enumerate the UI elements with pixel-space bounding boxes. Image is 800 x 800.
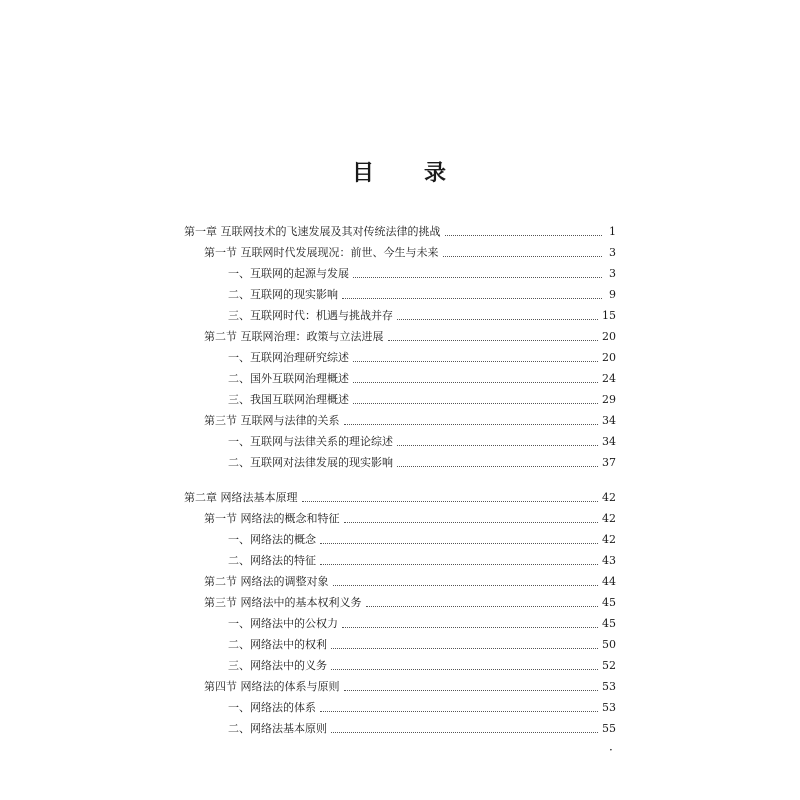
dot-leader xyxy=(331,731,598,733)
toc-page-number: 3 xyxy=(609,246,616,259)
dot-leader xyxy=(302,500,599,502)
toc-section[interactable] xyxy=(204,511,616,527)
toc-section[interactable] xyxy=(204,413,616,429)
toc-entry-text: 第三节 网络法中的基本权利义务 xyxy=(204,596,362,609)
toc-entry-text: 第三节 互联网与法律的关系 xyxy=(204,414,340,427)
dot-leader xyxy=(333,584,599,586)
dot-leader xyxy=(331,647,598,649)
toc-entry-text: 第二章 网络法基本原理 xyxy=(184,491,298,504)
dot-leader xyxy=(397,444,598,446)
toc-page-number: 45 xyxy=(602,617,616,630)
toc-page-number: 29 xyxy=(602,393,616,406)
toc-item[interactable] xyxy=(228,637,616,653)
dot-leader xyxy=(353,360,598,362)
toc-page-number: 42 xyxy=(602,533,616,546)
toc-section[interactable] xyxy=(204,245,616,261)
dot-leader xyxy=(342,626,598,628)
dot-leader xyxy=(443,255,603,257)
dot-leader xyxy=(353,402,598,404)
toc-entry-text: 一、互联网的起源与发展 xyxy=(228,267,349,280)
toc-entry-text: 二、国外互联网治理概述 xyxy=(228,372,349,385)
toc-page-number: 37 xyxy=(602,456,616,469)
dot-leader xyxy=(353,381,598,383)
toc-item[interactable] xyxy=(228,392,616,408)
toc-entry-text: 第四节 网络法的体系与原则 xyxy=(204,680,340,693)
dot-leader xyxy=(366,605,599,607)
toc-entry-text: 第二节 网络法的调整对象 xyxy=(204,575,329,588)
toc-entry-text: 一、互联网治理研究综述 xyxy=(228,351,349,364)
toc-item[interactable] xyxy=(228,721,616,737)
toc-page-number: 34 xyxy=(602,414,616,427)
dot-leader xyxy=(445,234,603,236)
toc-item[interactable] xyxy=(228,658,616,674)
toc-page-number: 1 xyxy=(609,225,616,238)
toc-entry-text: 二、网络法基本原则 xyxy=(228,722,327,735)
toc-entry-text: 三、网络法中的义务 xyxy=(228,659,327,672)
toc-entry-text: 一、网络法中的公权力 xyxy=(228,617,338,630)
toc-page-number: 20 xyxy=(602,330,616,343)
toc-page-number: 15 xyxy=(602,309,616,322)
toc-entry-text: 三、我国互联网治理概述 xyxy=(228,393,349,406)
toc-entry-text: 第一章 互联网技术的飞速发展及其对传统法律的挑战 xyxy=(184,225,441,238)
toc-page-number: 3 xyxy=(609,267,616,280)
toc-item[interactable] xyxy=(228,553,616,569)
toc-page-number: 24 xyxy=(602,372,616,385)
toc-chapter-1[interactable] xyxy=(184,224,616,240)
toc-item[interactable] xyxy=(228,266,616,282)
toc-page-number: 44 xyxy=(602,575,616,588)
dot-leader xyxy=(320,563,598,565)
toc-item[interactable] xyxy=(228,287,616,303)
toc-entry-text: 第一节 互联网时代发展现况：前世、今生与未来 xyxy=(204,246,439,259)
dot-leader xyxy=(353,276,602,278)
toc-section[interactable] xyxy=(204,679,616,695)
toc-entry-text: 二、互联网的现实影响 xyxy=(228,288,338,301)
toc-item[interactable] xyxy=(228,532,616,548)
toc-page-number: 42 xyxy=(602,491,616,504)
toc-entry-text: 一、网络法的体系 xyxy=(228,701,316,714)
toc-entry-text: 一、互联网与法律关系的理论综述 xyxy=(228,435,393,448)
dot-leader xyxy=(320,542,598,544)
toc-item[interactable] xyxy=(228,700,616,716)
toc-entry-text: 一、网络法的概念 xyxy=(228,533,316,546)
toc-page-number: 53 xyxy=(602,701,616,714)
toc-page-number: 55 xyxy=(602,722,616,735)
dot-leader xyxy=(320,710,598,712)
toc-entry-text: 二、网络法的特征 xyxy=(228,554,316,567)
toc-item[interactable] xyxy=(228,371,616,387)
toc-page-number: 42 xyxy=(602,512,616,525)
toc-entry-text: 第二节 互联网治理：政策与立法进展 xyxy=(204,330,384,343)
toc-page-number: 52 xyxy=(602,659,616,672)
toc-page-number: 43 xyxy=(602,554,616,567)
toc-page-number: 9 xyxy=(609,288,616,301)
toc-section[interactable] xyxy=(204,574,616,590)
dot-leader xyxy=(344,521,599,523)
footer-mark: · xyxy=(609,743,613,757)
dot-leader xyxy=(388,339,599,341)
toc-entry-text: 第一节 网络法的概念和特征 xyxy=(204,512,340,525)
page-title xyxy=(0,156,800,187)
toc-item[interactable] xyxy=(228,434,616,450)
toc-item[interactable] xyxy=(228,308,616,324)
toc-entry-text: 二、网络法中的权利 xyxy=(228,638,327,651)
toc-item[interactable] xyxy=(228,455,616,471)
dot-leader xyxy=(397,465,598,467)
toc-section[interactable] xyxy=(204,595,616,611)
toc-page-number: 50 xyxy=(602,638,616,651)
title-char-2: 录 xyxy=(424,160,449,186)
toc-page-number: 53 xyxy=(602,680,616,693)
toc-entry-text: 三、互联网时代：机遇与挑战并存 xyxy=(228,309,393,322)
toc-section[interactable] xyxy=(204,329,616,345)
dot-leader xyxy=(331,668,598,670)
dot-leader xyxy=(344,423,599,425)
toc-page-number: 34 xyxy=(602,435,616,448)
title-char-1: 目 xyxy=(351,160,376,186)
toc-item[interactable] xyxy=(228,616,616,632)
toc-item[interactable] xyxy=(228,350,616,366)
toc-chapter-2[interactable] xyxy=(184,490,616,506)
dot-leader xyxy=(344,689,599,691)
toc-entry-text: 二、互联网对法律发展的现实影响 xyxy=(228,456,393,469)
dot-leader xyxy=(397,318,598,320)
dot-leader xyxy=(342,297,602,299)
toc-page-number: 20 xyxy=(602,351,616,364)
toc-page-number: 45 xyxy=(602,596,616,609)
